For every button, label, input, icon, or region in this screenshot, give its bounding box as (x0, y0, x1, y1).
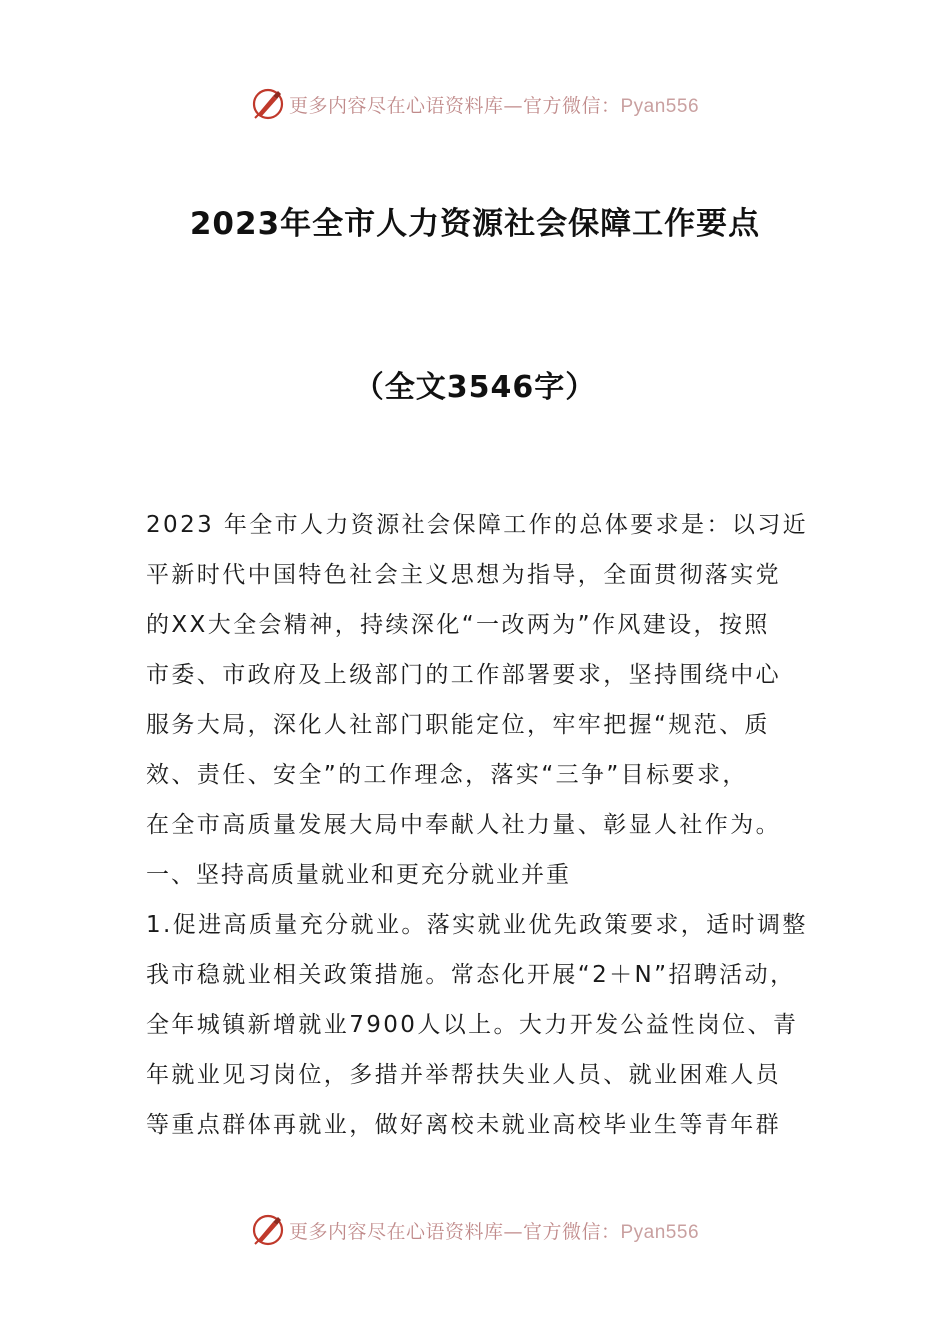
document-title: 2023年全市人力资源社会保障工作要点 (189, 206, 761, 242)
pen-logo-icon (251, 1213, 285, 1247)
pen-logo-icon (251, 87, 285, 121)
body-line: 平新时代中国特色社会主义思想为指导，全面贯彻落实党 (146, 562, 781, 588)
body-line: 1.促进高质量充分就业。落实就业优先政策要求，适时调整 (146, 912, 808, 938)
watermark-text (289, 91, 699, 118)
watermark-label: 更多内容尽在心语资料库—官方微信： (288, 1220, 621, 1243)
watermark-label: 更多内容尽在心语资料库—官方微信： (288, 94, 621, 117)
document-subtitle: （全文3546字） (353, 370, 597, 405)
body-line: 等重点群体再就业，做好离校未就业高校毕业生等青年群 (146, 1112, 781, 1138)
body-line: 全年城镇新增就业7900人以上。大力开发公益性岗位、青 (146, 1012, 799, 1038)
body-line: 年就业见习岗位，多措并举帮扶失业人员、就业困难人员 (146, 1062, 781, 1088)
document-body (146, 500, 809, 1150)
header-watermark (0, 84, 950, 124)
body-line: 市委、市政府及上级部门的工作部署要求，坚持围绕中心 (146, 662, 781, 688)
body-line: 在全市高质量发展大局中奉献人社力量、彰显人社作为。 (146, 812, 781, 838)
watermark-wechat-id: Pyan556 (620, 1221, 700, 1243)
body-line: 2023 年全市人力资源社会保障工作的总体要求是：以习近 (146, 512, 809, 538)
body-line: 的XX大全会精神，持续深化“一改两为”作风建设，按照 (146, 612, 770, 638)
section-heading: 一、坚持高质量就业和更充分就业并重 (146, 862, 571, 888)
watermark-wechat-id: Pyan556 (620, 95, 700, 117)
footer-watermark (0, 1210, 950, 1250)
body-line: 效、责任、安全”的工作理念，落实“三争”目标要求， (146, 762, 748, 788)
body-line: 服务大局，深化人社部门职能定位，牢牢把握“规范、质 (146, 712, 770, 738)
watermark-text (289, 1217, 699, 1244)
body-line: 我市稳就业相关政策措施。常态化开展“2＋N”招聘活动， (146, 962, 796, 988)
